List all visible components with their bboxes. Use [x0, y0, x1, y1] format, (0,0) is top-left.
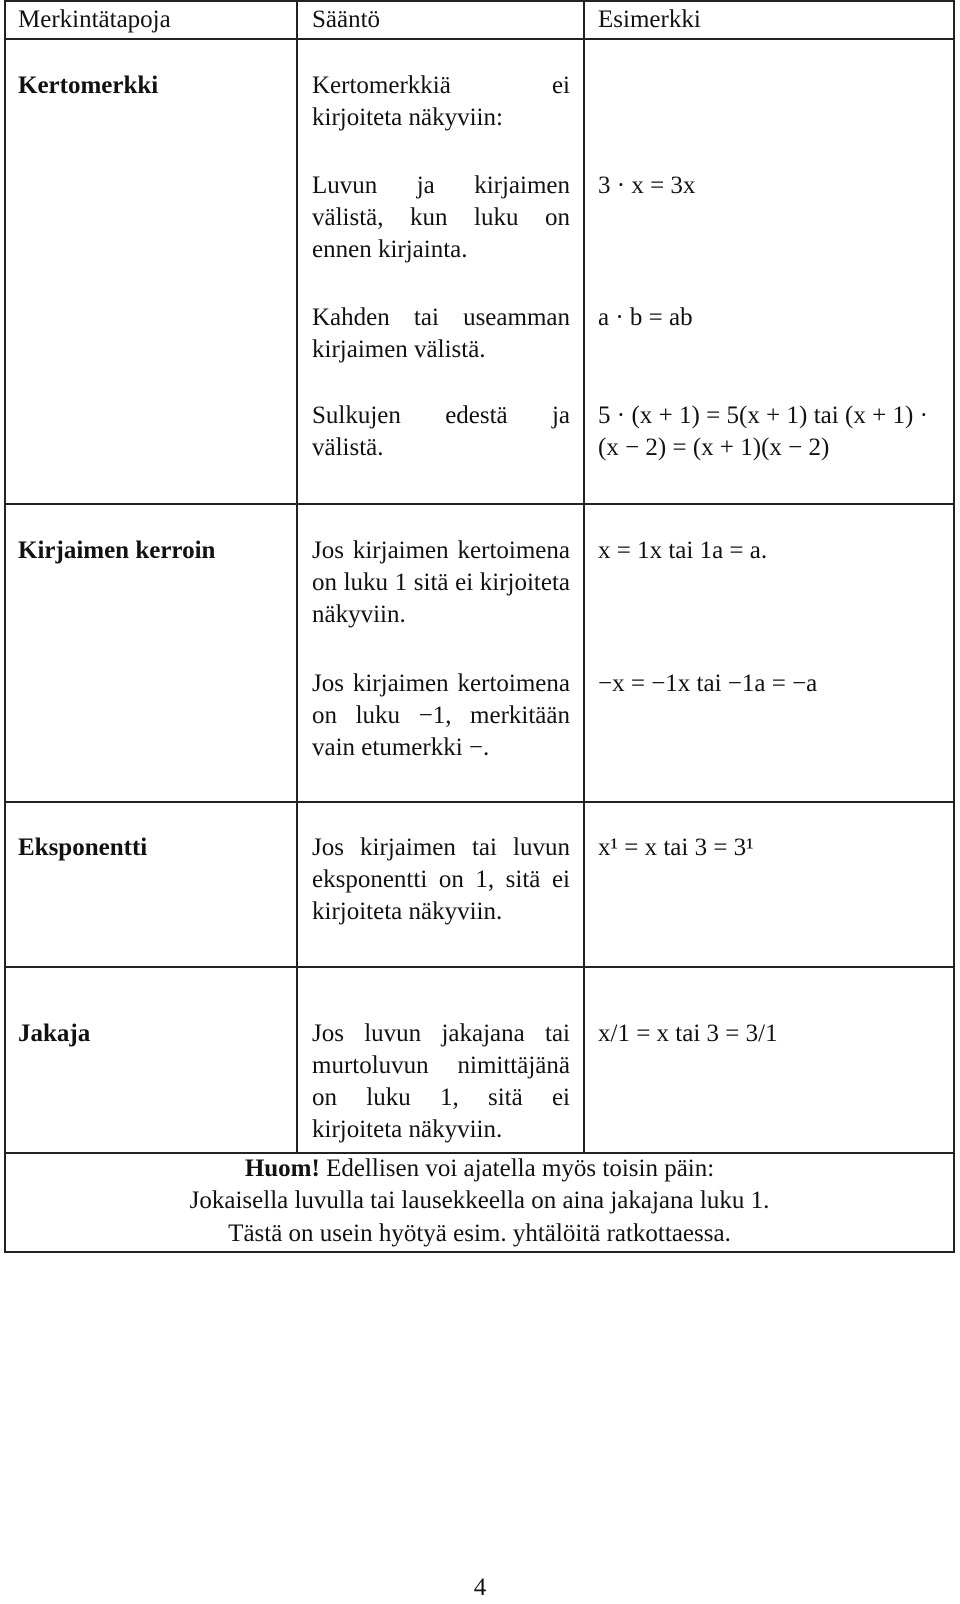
example-eksponentti: x¹ = x tai 3 = 3¹ — [598, 834, 754, 861]
note-line-3: Tästä on usein hyötyä esim. yhtälöitä ratkottaessa. — [228, 1220, 731, 1247]
header-notation: Merkintätapoja — [18, 6, 171, 33]
table-border-top — [4, 0, 955, 2]
header-rule: Sääntö — [312, 6, 381, 33]
example-kerroin-1: x = 1x tai 1a = a. — [598, 537, 768, 564]
row-title-kerroin: Kirjaimen kerroin — [18, 537, 216, 564]
row-title-jakaja: Jakaja — [18, 1020, 91, 1047]
rule-kerroin-2: Jos kirjaimen kertoimena on luku −1, merkitään vain etumerkki −. — [312, 670, 570, 761]
column-separator — [583, 0, 585, 1154]
note-line-2: Jokaisella luvulla tai lausekkeella on aina jakajana luku 1. — [189, 1187, 770, 1214]
rule-kerroin-1: Jos kirjaimen kertoimena on luku 1 sitä ei kirjoiteta näkyviin. — [312, 537, 570, 628]
rule-kertomerkki-intro: Kertomerkkiä ei kirjoiteta näkyviin: — [312, 72, 570, 131]
table-border-left — [4, 0, 6, 1253]
row-separator — [4, 801, 955, 803]
column-separator — [296, 0, 298, 1154]
row-separator — [4, 503, 955, 505]
note-label: Huom! — [244, 1155, 320, 1182]
example-kerroin-2: −x = −1x tai −1a = −a — [598, 670, 818, 697]
row-title-eksponentti: Eksponentti — [18, 834, 148, 861]
example-kertomerkki-3: 5 · (x + 1) = 5(x + 1) tai (x + 1) · (x − 2) = (x + 1)(x − 2) — [598, 402, 928, 461]
example-kertomerkki-1: 3 · x = 3x — [598, 172, 696, 199]
example-jakaja: x/1 = x tai 3 = 3/1 — [598, 1020, 778, 1047]
rule-eksponentti: Jos kirjaimen tai luvun eksponentti on 1, sitä ei kirjoiteta näkyviin. — [312, 834, 570, 925]
page-number: 4 — [473, 1574, 487, 1601]
rule-kertomerkki-1: Luvun ja kirjaimen välistä, kun luku on ennen kirjainta. — [312, 172, 570, 263]
rule-kertomerkki-3: Sulkujen edestä ja välistä. — [312, 402, 570, 461]
header-example: Esimerkki — [598, 6, 701, 33]
example-kertomerkki-2: a · b = ab — [598, 304, 693, 331]
header-separator — [4, 38, 955, 40]
rule-jakaja: Jos luvun jakajana tai murtoluvun nimittäjänä on luku 1, sitä ei kirjoiteta näkyviin. — [312, 1020, 570, 1143]
table-border-bottom — [4, 1251, 955, 1253]
row-title-kertomerkki: Kertomerkki — [18, 72, 159, 99]
note-line-1-text: Edellisen voi ajatella myös toisin päin: — [319, 1155, 715, 1182]
note-line-1 — [4, 1153, 955, 1185]
table-border-right — [953, 0, 955, 1253]
rule-kertomerkki-2: Kahden tai useamman kirjaimen välistä. — [312, 304, 570, 363]
row-separator — [4, 966, 955, 968]
notation-table — [4, 0, 955, 1280]
